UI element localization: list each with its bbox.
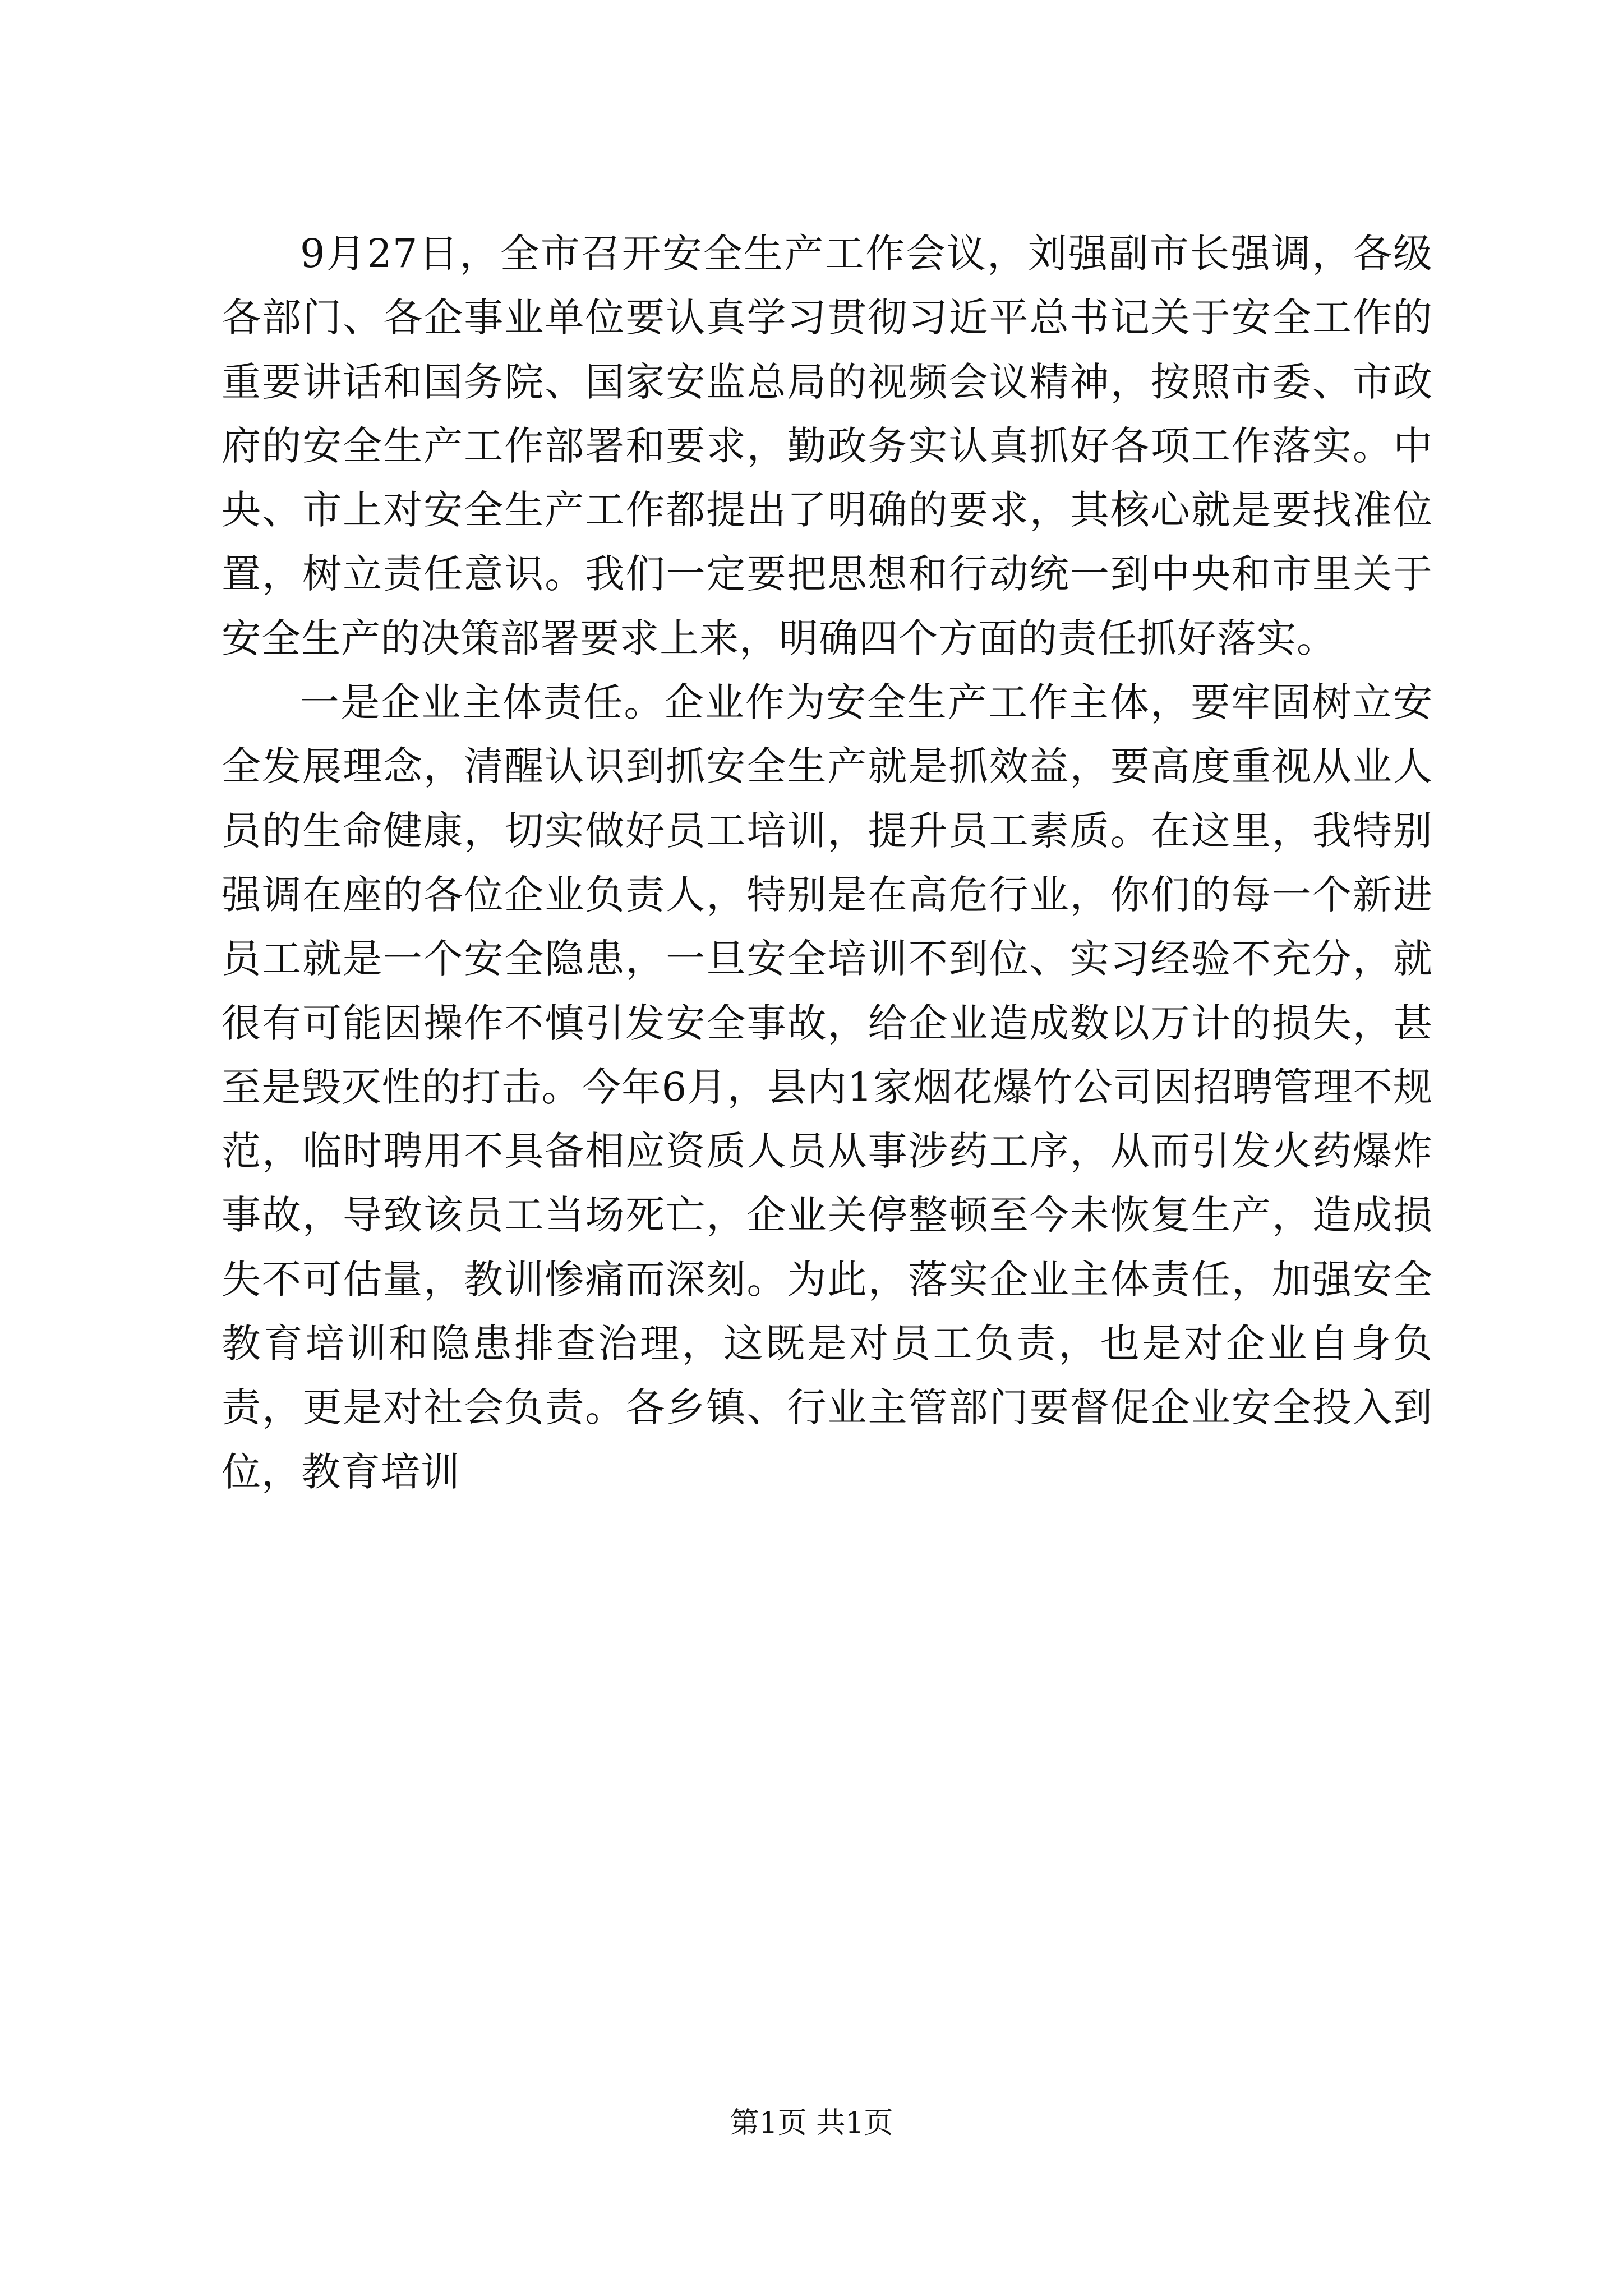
page-footer: 第1页 共1页 xyxy=(730,2106,893,2140)
document-body xyxy=(222,222,1433,1504)
paragraph-meeting-summary: 9月27日，全市召开安全生产工作会议，刘强副市长强调，各级各部门、各企事业单位要认真学习贯彻习近平总书记关于安全工作的重要讲话和国务院、国家安监总局的视频会议精神，按照市委、市政府的安全生产工作部署和要求，勤政务实认真抓好各项工作落实。中央、市上对安全生产工作都提出了明确的要求，其核心就是要找准位置，树立责任意识。我们一定要把思想和行动统一到中央和市里关于安全生产的决策部署要求上来，明确四个方面的责任抓好落实。 xyxy=(222,231,1433,661)
paragraph-enterprise-responsibility: 一是企业主体责任。企业作为安全生产工作主体，要牢固树立安全发展理念，清醒认识到抓安全生产就是抓效益，要高度重视从业人员的生命健康，切实做好员工培训，提升员工素质。在这里，我特别强调在座的各位企业负责人，特别是在高危行业，你们的每一个新进员工就是一个安全隐患，一旦安全培训不到位、实习经验不充分，就很有可能因操作不慎引发安全事故，给企业造成数以万计的损失，甚至是毁灭性的打击。今年6月，县内1家烟花爆竹公司因招聘管理不规范，临时聘用不具备相应资质人员从事涉药工序，从而引发火药爆炸事故，导致该员工当场死亡，企业关停整顿至今未恢复生产，造成损失不可估量，教训惨痛而深刻。为此，落实企业主体责任，加强安全教育培训和隐患排查治理，这既是对员工负责，也是对企业自身负责，更是对社会负责。各乡镇、行业主管部门要督促企业安全投入到位，教育培训 xyxy=(222,679,1433,1495)
